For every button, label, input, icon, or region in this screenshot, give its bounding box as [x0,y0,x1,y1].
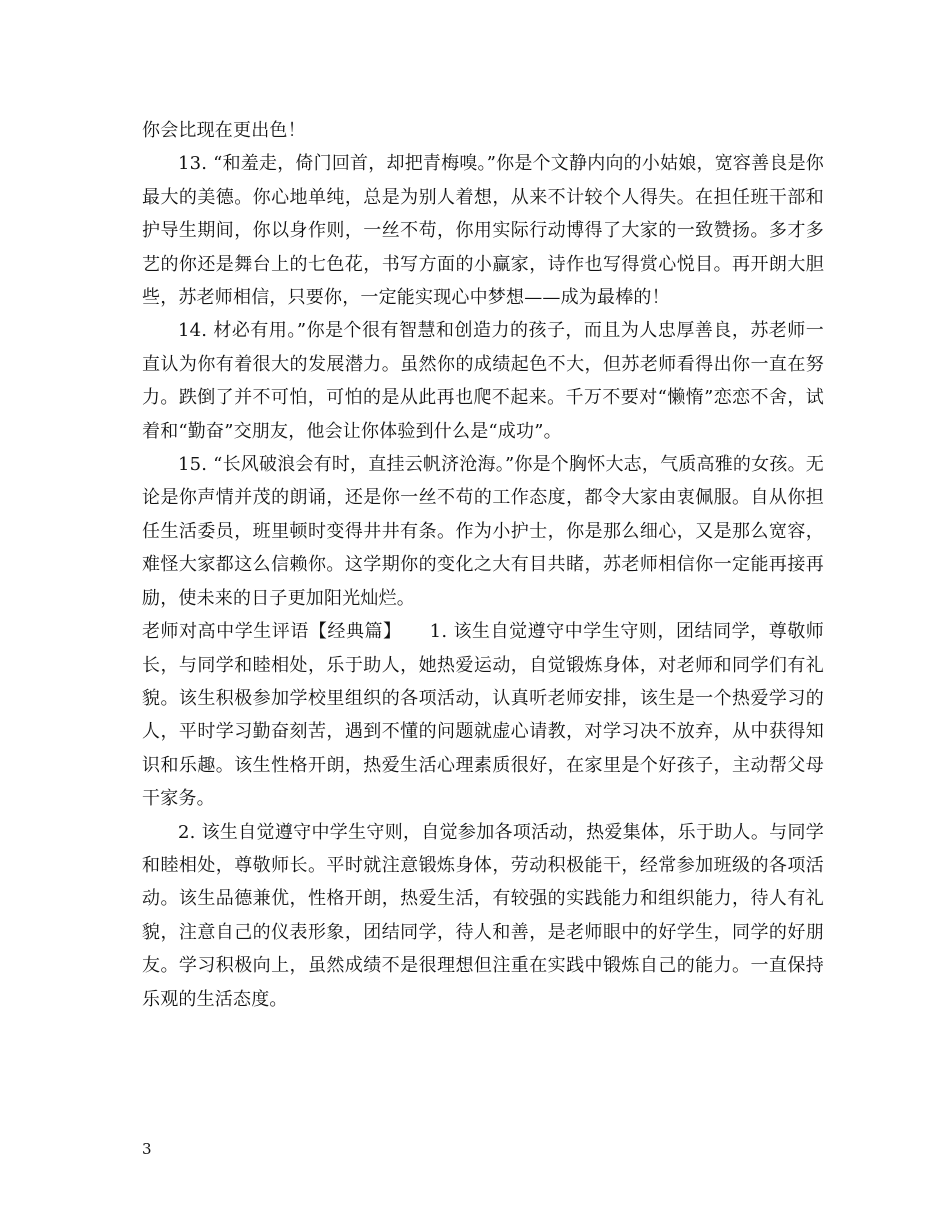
paragraph-classic-2: 2. 该生自觉遵守中学生守则，自觉参加各项活动，热爱集体，乐于助人。与同学和睦相处，尊敬师长。平时就注意锻炼身体，劳动积极能干，经常参加班级的各项活动。该生品德兼优，性格开朗，热爱生活，有较强的实践能力和组织能力，待人有礼貌，注意自己的仪表形象，团结同学，待人和善，是老师眼中的好学生，同学的好朋友。学习积极向上，虽然成绩不是很理想但注重在实践中锻炼自己的能力。一直保持乐观的生活态度。 [142,821,824,1010]
paragraph-closing-line: 你会比现在更出色！ [142,120,306,141]
paragraph-comment-13: 13. “和羞走，倚门回首，却把青梅嗅。”你是个文静内向的小姑娘，宽容善良是你最大的美德。你心地单纯，总是为别人着想，从来不计较个人得失。在担任班干部和护导生期间，你以身作则，一丝不苟，你用实际行动博得了大家的一致赞扬。多才多艺的你还是舞台上的七色花，书写方面的小赢家，诗作也写得赏心悦目。再开朗大胆些，苏老师相信，只要你，一定能实现心中梦想——成为最棒的！ [142,153,824,309]
paragraph-section-classic-1: 老师对高中学生评语【经典篇】 1. 该生自觉遵守中学生守则，团结同学，尊敬师长，与同学和睦相处，乐于助人，她热爱运动，自觉锻炼身体，对老师和同学们有礼貌。该生积极参加学校里组织的各项活动，认真听老师安排，该生是一个热爱学习的人，平时学习勤奋刻苦，遇到不懂的问题就虚心请教，对学习决不放弃，从中获得知识和乐趣。该生性格开朗，热爱生活心理素质很好，在家里是个好孩子，主动帮父母干家务。 [142,621,824,810]
body-text [142,114,824,1016]
page-number: 3 [142,1140,152,1158]
paragraph-comment-15: 15. “长风破浪会有时，直挂云帆济沧海。”你是个胸怀大志，气质高雅的女孩。无论是你声情并茂的朗诵，还是你一丝不苟的工作态度，都令大家由衷佩服。自从你担任生活委员，班里顿时变得井井有条。作为小护士，你是那么细心，又是那么宽容，难怪大家都这么信赖你。这学期你的变化之大有目共睹，苏老师相信你一定能再接再励，使未来的日子更加阳光灿烂。 [142,454,824,609]
paragraph-comment-14: 14. 材必有用。”你是个很有智慧和创造力的孩子，而且为人忠厚善良，苏老师一直认为你有着很大的发展潜力。虽然你的成绩起色不大，但苏老师看得出你一直在努力。跌倒了并不可怕，可怕的是从此再也爬不起来。千万不要对“懒惰”恋恋不舍，试着和“勤奋”交朋友，他会让你体验到什么是“成功”。 [142,320,824,442]
